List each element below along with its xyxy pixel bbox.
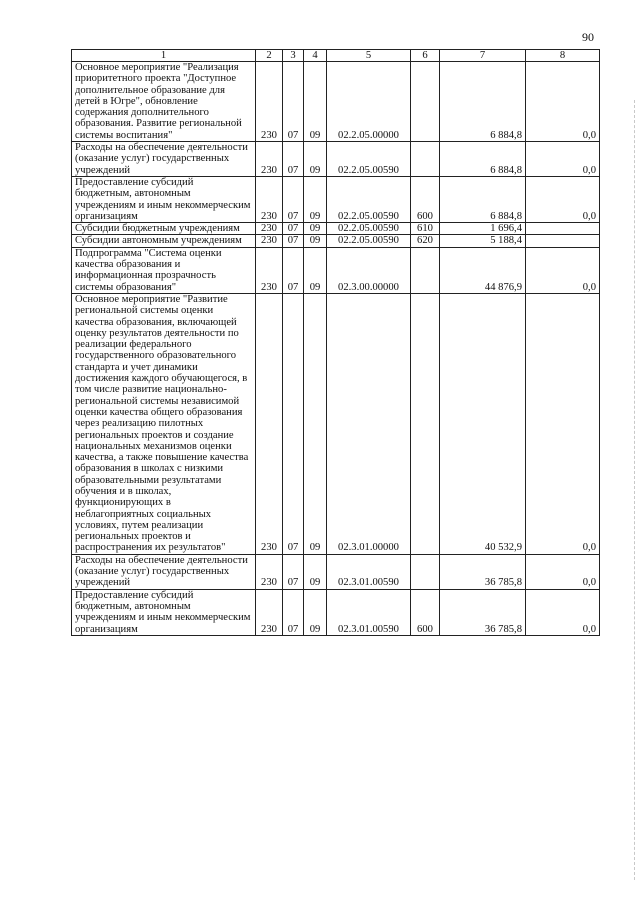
cell-col8: 0,0 bbox=[526, 247, 600, 293]
cell-col3: 07 bbox=[283, 589, 304, 635]
cell-col5: 02.3.01.00590 bbox=[327, 589, 411, 635]
cell-col4: 09 bbox=[304, 142, 327, 177]
cell-col8: 0,0 bbox=[526, 62, 600, 142]
column-header: 2 bbox=[256, 50, 283, 62]
cell-col8: 0,0 bbox=[526, 142, 600, 177]
budget-table bbox=[71, 49, 600, 636]
cell-col4: 09 bbox=[304, 62, 327, 142]
cell-col2: 230 bbox=[256, 293, 283, 554]
cell-col5: 02.2.05.00590 bbox=[327, 235, 411, 247]
cell-col3: 07 bbox=[283, 223, 304, 235]
cell-col2: 230 bbox=[256, 235, 283, 247]
cell-col6: 610 bbox=[411, 223, 440, 235]
table-row bbox=[72, 554, 600, 589]
cell-col8: 0,0 bbox=[526, 589, 600, 635]
column-header: 8 bbox=[526, 50, 600, 62]
cell-col6: 600 bbox=[411, 176, 440, 222]
cell-col7: 6 884,8 bbox=[440, 176, 526, 222]
page-number: 90 bbox=[582, 30, 594, 44]
table-row bbox=[72, 176, 600, 222]
cell-col7: 6 884,8 bbox=[440, 142, 526, 177]
cell-col5: 02.2.05.00590 bbox=[327, 176, 411, 222]
item-name: Предоставление субсидий бюджетным, автономным учреждениям и иным некоммерческим организациям bbox=[72, 589, 256, 635]
cell-col3: 07 bbox=[283, 176, 304, 222]
table-row bbox=[72, 142, 600, 177]
cell-col6: 620 bbox=[411, 235, 440, 247]
table-row bbox=[72, 62, 600, 142]
item-name: Предоставление субсидий бюджетным, автономным учреждениям и иным некоммерческим организациям bbox=[72, 176, 256, 222]
cell-col5: 02.2.05.00590 bbox=[327, 223, 411, 235]
cell-col7: 44 876,9 bbox=[440, 247, 526, 293]
cell-col2: 230 bbox=[256, 247, 283, 293]
table-header-row bbox=[72, 50, 600, 62]
cell-col4: 09 bbox=[304, 235, 327, 247]
cell-col2: 230 bbox=[256, 176, 283, 222]
cell-col4: 09 bbox=[304, 176, 327, 222]
cell-col4: 09 bbox=[304, 247, 327, 293]
cell-col4: 09 bbox=[304, 293, 327, 554]
cell-col8: 0,0 bbox=[526, 176, 600, 222]
cell-col2: 230 bbox=[256, 62, 283, 142]
cell-col5: 02.3.01.00000 bbox=[327, 293, 411, 554]
column-header: 1 bbox=[72, 50, 256, 62]
cell-col5: 02.3.00.00000 bbox=[327, 247, 411, 293]
column-header: 6 bbox=[411, 50, 440, 62]
cell-col3: 07 bbox=[283, 247, 304, 293]
cell-col6 bbox=[411, 247, 440, 293]
column-header: 7 bbox=[440, 50, 526, 62]
table-row bbox=[72, 223, 600, 235]
cell-col4: 09 bbox=[304, 554, 327, 589]
cell-col8: 0,0 bbox=[526, 293, 600, 554]
cell-col4: 09 bbox=[304, 589, 327, 635]
cell-col7: 5 188,4 bbox=[440, 235, 526, 247]
item-name: Расходы на обеспечение деятельности (оказание услуг) государственных учреждений bbox=[72, 554, 256, 589]
cell-col3: 07 bbox=[283, 293, 304, 554]
scan-edge-line bbox=[634, 100, 636, 880]
item-name: Основное мероприятие "Реализация приоритетного проекта "Доступное дополнительное образование для детей в Югре", обновление содержания дополнительного образования. Развитие региональной системы воспитания" bbox=[72, 62, 256, 142]
item-name: Субсидии автономным учреждениям bbox=[72, 235, 256, 247]
cell-col8 bbox=[526, 235, 600, 247]
item-name: Основное мероприятие "Развитие региональной системы оценки качества образования, включающей оценку результатов деятельности по реализации федерального государственного образовательного стандарта и учет динамики достижения каждого обучающегося, в том числе развитие национально-региональной системы независимой оценки качества общего образования через реализацию пилотных региональных проектов и создание национальных механизмов оценки качества, а также повышение качества образования в школах с низкими образовательными результатами обучения и в школах, функционирующих в неблагоприятных социальных условиях, путем реализации региональных проектов и распространения их результатов" bbox=[72, 293, 256, 554]
table-row bbox=[72, 293, 600, 554]
cell-col5: 02.2.05.00000 bbox=[327, 62, 411, 142]
table-row bbox=[72, 247, 600, 293]
table-row bbox=[72, 235, 600, 247]
cell-col3: 07 bbox=[283, 62, 304, 142]
cell-col7: 36 785,8 bbox=[440, 554, 526, 589]
cell-col7: 6 884,8 bbox=[440, 62, 526, 142]
cell-col6 bbox=[411, 293, 440, 554]
cell-col2: 230 bbox=[256, 142, 283, 177]
cell-col4: 09 bbox=[304, 223, 327, 235]
cell-col7: 36 785,8 bbox=[440, 589, 526, 635]
cell-col2: 230 bbox=[256, 223, 283, 235]
column-header: 3 bbox=[283, 50, 304, 62]
cell-col2: 230 bbox=[256, 554, 283, 589]
column-header: 5 bbox=[327, 50, 411, 62]
cell-col6 bbox=[411, 554, 440, 589]
cell-col2: 230 bbox=[256, 589, 283, 635]
item-name: Расходы на обеспечение деятельности (оказание услуг) государственных учреждений bbox=[72, 142, 256, 177]
item-name: Подпрограмма "Система оценки качества образования и информационная прозрачность системы образования" bbox=[72, 247, 256, 293]
cell-col8 bbox=[526, 223, 600, 235]
cell-col8: 0,0 bbox=[526, 554, 600, 589]
cell-col6: 600 bbox=[411, 589, 440, 635]
item-name: Субсидии бюджетным учреждениям bbox=[72, 223, 256, 235]
cell-col6 bbox=[411, 62, 440, 142]
column-header: 4 bbox=[304, 50, 327, 62]
cell-col3: 07 bbox=[283, 142, 304, 177]
cell-col7: 40 532,9 bbox=[440, 293, 526, 554]
cell-col3: 07 bbox=[283, 554, 304, 589]
cell-col6 bbox=[411, 142, 440, 177]
cell-col3: 07 bbox=[283, 235, 304, 247]
cell-col5: 02.3.01.00590 bbox=[327, 554, 411, 589]
cell-col7: 1 696,4 bbox=[440, 223, 526, 235]
table-row bbox=[72, 589, 600, 635]
cell-col5: 02.2.05.00590 bbox=[327, 142, 411, 177]
